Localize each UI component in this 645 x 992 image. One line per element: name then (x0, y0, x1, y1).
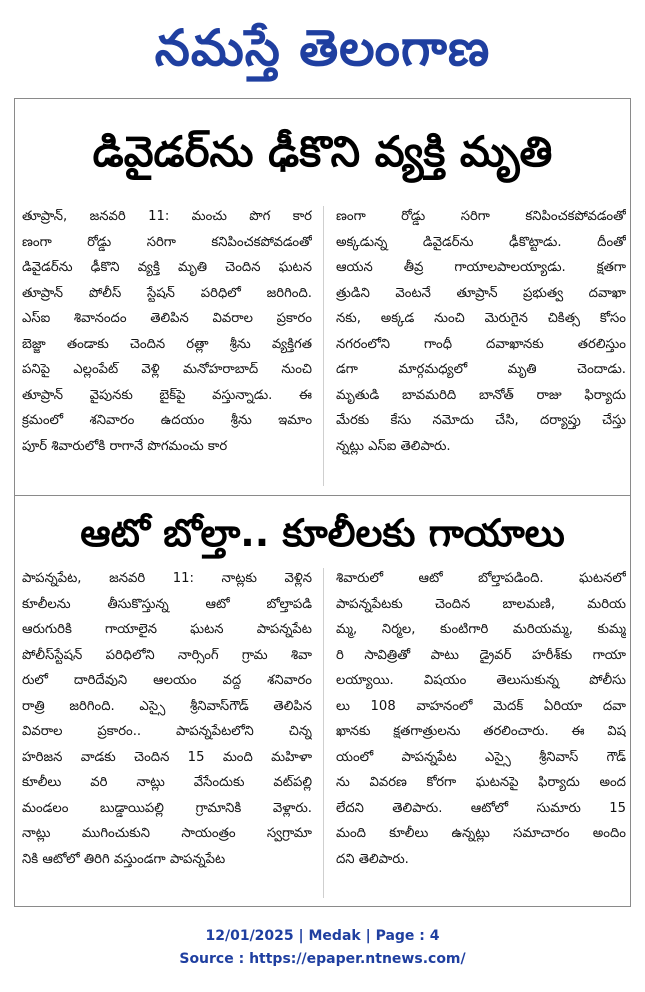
text-line: త్రుడిని వెంటనే తూప్రాన్ ప్రభుత్వ దవాఖా (336, 285, 626, 301)
text-line: డగా మార్గమధ్యలో మృతి చెందాడు. (336, 362, 626, 377)
text-line: ఆరుగురికి గాయాలైన ఘటన పాపన్నపేట (22, 622, 312, 637)
text-line: పూర్ శివారులోకి రాగానే పొగమంచు కార (22, 438, 228, 454)
text-line: మంది కూలీలు ఉన్నట్లు సమాచారం అందిం (336, 826, 626, 841)
text-line: అక్కడున్న డివైడర్‌ను ఢీకొట్టాడు. దీంతో (336, 234, 626, 250)
text-line: నికి ఆటోలో తిరిగి వస్తుండగా పాపన్నపేట (22, 851, 226, 867)
text-line: ణంగా రోడ్డు సరిగా కనిపించకపోవడంతో (336, 209, 626, 224)
text-line: లేదని తెలిపారు. ఆటోలో సుమారు 15 (336, 800, 626, 816)
text-line: ఆయన తీవ్ర గాయాలపాలయ్యాడు. క్షతగా (336, 260, 626, 275)
text-line: డివైడర్‌ను ఢీకొని వ్యక్తి మృతి చెందిన ఘటన (22, 260, 312, 275)
text-line: పాపన్నపేటకు చెందిన బాలమణి, మరియ (336, 596, 626, 612)
text-line: ను వివరణ కోరగా ఘటనపై ఫిర్యాదు అంద (336, 775, 626, 790)
text-line: యంలో పాపన్నపేట ఎస్సై శ్రీనివాస్ గౌడ్ (336, 749, 626, 765)
text-line: లు 108 వాహనంలో మెదక్ ఏరియా దవా (336, 698, 626, 714)
masthead (0, 0, 645, 98)
text-line: తూప్రాన్ పోలీస్ స్టేషన్ పరిధిలో జరిగింది. (22, 285, 312, 301)
text-line: నాట్లు ముగించుకుని సాయంత్రం స్వగ్రామా (22, 826, 312, 841)
text-line: నకు, అక్కడ నుంచి మెరుగైన చికిత్స కోసం (336, 311, 626, 326)
column-divider-2 (323, 568, 324, 898)
article2-column-left (22, 566, 312, 872)
article1-column-right (336, 204, 626, 459)
edition-info: 12/01/2025 | Medak | Page : 4 (205, 928, 440, 944)
text-line: తూప్రాన్ వైపునకు బైక్‌పై వస్తున్నాడు. ఈ (22, 387, 312, 403)
text-line: శివారులో ఆటో బోల్తాపడింది. ఘటనలో (336, 571, 626, 586)
newspaper-logo: నమస్తే తెలంగాణ (154, 19, 491, 77)
text-line: రాత్రి జరిగింది. ఎస్సై శ్రీనివాస్‌గౌడ్ తెలిపిన (22, 698, 312, 714)
text-line: పాపన్నపేట, జనవరి 11: నాట్లకు వెళ్లిన (22, 571, 312, 586)
text-line: కూలీలను తీసుకొస్తున్న ఆటో బోల్తాపడి (22, 596, 312, 612)
text-line: దని తెలిపారు. (336, 851, 409, 867)
text-line: బెజ్జా తండాకు చెందిన రత్లా శ్రీను వ్యక్తిగత (22, 336, 312, 352)
text-line: లయ్యాయి. విషయం తెలుసుకున్న పోలీసు (336, 673, 626, 688)
text-line: హరిజన వాడకు చెందిన 15 మంది మహిళా (22, 749, 312, 765)
source-link: Source : https://epaper.ntnews.com/ (179, 951, 466, 967)
text-line: ఎస్ఐ శివానందం తెలిపిన వివరాల ప్రకారం (22, 311, 312, 326)
text-line: పనిపై ఎల్లంపేట్ వెళ్లి మనోహరాబాద్ నుంచి (22, 362, 312, 377)
article1-headline: డివైడర్‌ను ఢీకొని వ్యక్తి మృతి (92, 127, 553, 176)
text-line: మృతుడి బావమరిది బానోత్ రాజు ఫిర్యాదు (336, 387, 626, 403)
text-line: నగరంలోని గాంధీ దవాఖానకు తరలిస్తుం (336, 336, 626, 352)
text-line: కూలీలు వరి నాట్లు వేసేందుకు వట్‌పల్లి (22, 775, 312, 790)
article2-column-right (336, 566, 626, 872)
text-line: మ్మ, నిర్మల, కుంటిగారి మరియమ్మ, కుమ్మ (336, 622, 626, 637)
text-line: తూప్రాన్, జనవరి 11: మంచు పొగ కార (22, 209, 312, 224)
text-line: ణంగా రోడ్డు సరిగా కనిపించకపోవడంతో (22, 234, 312, 250)
text-line: రులో దారిదేవుని ఆలయం వద్ద శనివారం (22, 673, 312, 688)
text-line: మండలం బుడ్డాయిపల్లి గ్రామానికి వెళ్లారు. (22, 800, 312, 816)
text-line: పోలీస్‌స్టేషన్ పరిధిలోని నార్సింగ్ గ్రామ శివా (22, 647, 312, 663)
text-line: క్రమంలో శనివారం ఉదయం శ్రీను ఇమాం (22, 413, 312, 428)
article1-column-left (22, 204, 312, 459)
text-line: వివరాల ప్రకారం.. పాపన్నపేటలోని చిన్న (22, 724, 312, 739)
column-divider-1 (323, 206, 324, 486)
article2-headline: ఆటో బోల్తా.. కూలీలకు గాయాలు (80, 511, 565, 555)
article-divider (14, 495, 631, 496)
text-line: రి సావిత్రితో పాటు డ్రైవర్ హరీశ్‌కు గాయా (336, 647, 626, 663)
text-line: మేరకు కేసు నమోదు చేసి, దర్యాప్తు చేస్తు (336, 413, 626, 428)
text-line: న్నట్లు ఎస్ఐ తెలిపారు. (336, 438, 451, 454)
text-line: ఖానకు క్షతగాత్రులను తరలించారు. ఈ విష (336, 724, 626, 739)
